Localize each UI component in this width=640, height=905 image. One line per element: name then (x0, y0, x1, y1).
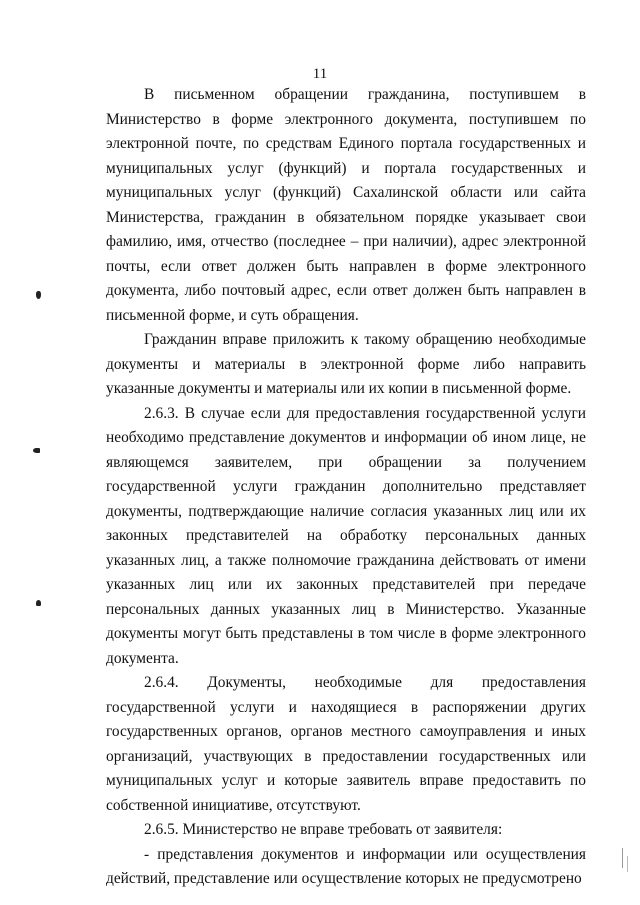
scan-mark (33, 448, 40, 453)
scan-mark (36, 600, 41, 606)
scan-edge-line (627, 856, 628, 872)
paragraph-2-6-3: 2.6.3. В случае если для предоставления государственной услуги необходимо представление документов и информации об ином лице, не являющемся заявителем, при обращении за получением государственной услуги гражданин дополнительно представляет документы, подтверждающие наличие согласия указанных лиц или их законных представителей на обработку персональных данных указанных лиц, а также полномочие гражданина действовать от имени указанных лиц или их законных представителей при передаче персональных данных указанных лиц в Министерство. Указанные документы могут быть представлены в том числе в форме электронного документа. (106, 404, 586, 667)
scan-mark (36, 291, 41, 299)
document-body (106, 83, 586, 892)
page-number: 11 (312, 66, 328, 82)
paragraph-written-appeal: В письменном обращении гражданина, поступившем в Министерство в форме электронного документа, поступившем по электронной почте, по средствам Единого портала государственных и муниципальных услуг (функций) и портала государственных и муниципальных услуг (функций) Сахалинской области или сайта Министерства, гражданин в обязательном порядке указывает свои фамилию, имя, отчество (последнее – при наличии), адрес электронной почты, если ответ должен быть направлен в форме электронного документа, либо почтовый адрес, если ответ должен быть направлен в письменной форме, и суть обращения. (106, 86, 586, 324)
paragraph-2-6-5: 2.6.5. Министерство не вправе требовать от заявителя: (144, 821, 503, 838)
paragraph-attach-documents: Гражданин вправе приложить к такому обращению необходимые документы и материалы в электронной форме либо направить указанные документы и материалы или их копии в письменной форме. (106, 331, 586, 397)
paragraph-list-item: - представления документов и информации или осуществления действий, представление или осуществление которых не предусмотрено (106, 845, 586, 887)
paragraph-2-6-4: 2.6.4. Документы, необходимые для предоставления государственной услуги и находящиеся в распоряжении других государственных органов, органов местного самоуправления и иных организаций, участвующих в предоставлении государственных или муниципальных услуг и которые заявитель вправе предоставить по собственной инициативе, отсутствуют. (106, 674, 586, 814)
scan-edge-line (622, 848, 623, 868)
